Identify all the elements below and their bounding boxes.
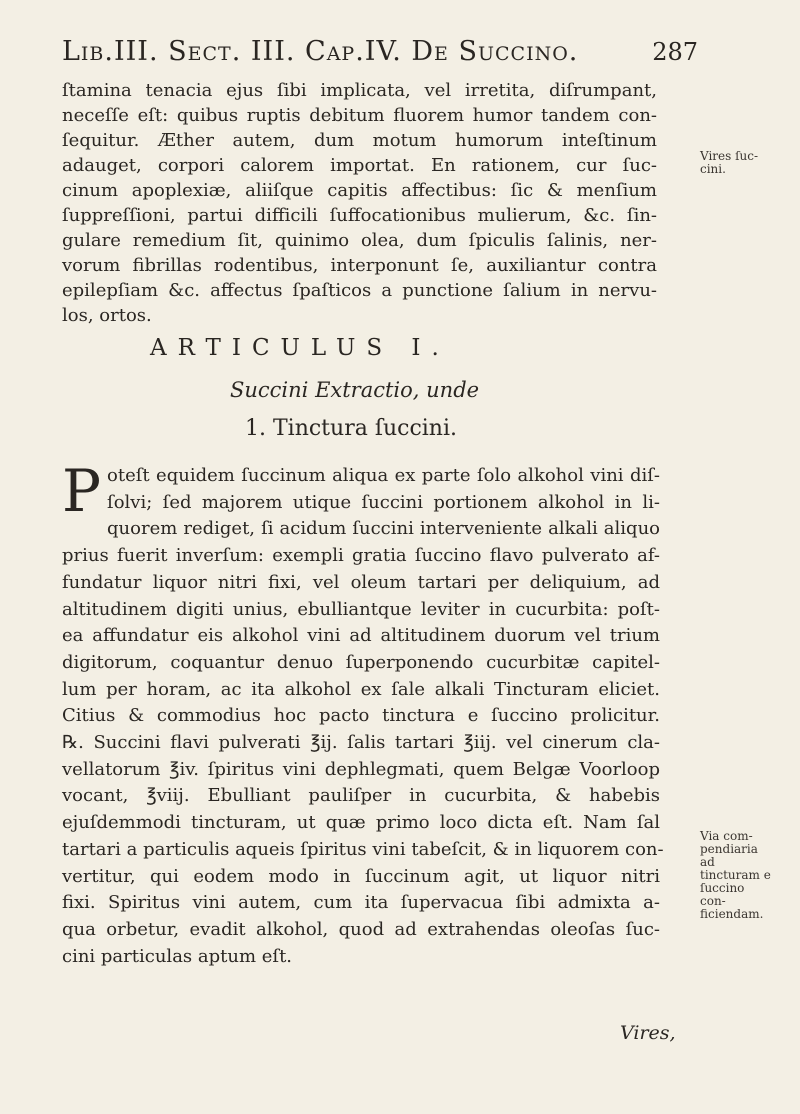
catchword: Vires, bbox=[620, 1022, 676, 1044]
margin-note-vires: Vires ſuc-cini. bbox=[700, 149, 759, 176]
text-line: vertitur, qui eodem modo in ſuccinum agit, ut liquor nitri bbox=[62, 865, 660, 887]
text-line: ea affundatur eis alkohol vini ad altitudinem duorum vel trium bbox=[62, 625, 660, 647]
text-line: fixi. Spiritus vini autem, cum ita ſupervacua ſibi admixta a- bbox=[62, 892, 660, 914]
paragraph-2 bbox=[62, 457, 664, 970]
text-line: Citius & commodius hoc pacto tinctura e ſuccino prolicitur. bbox=[62, 705, 660, 727]
text-line: vorum fibrillas rodentibus, interponunt ſe, auxiliantur contra bbox=[62, 255, 657, 276]
text-line: ſequitur. Æther autem, dum motum humorum inteſtinum bbox=[62, 130, 657, 151]
text-line: prius fuerit inverſum: exempli gratia ſuccino flavo pulverato af- bbox=[62, 545, 660, 567]
text-line: ſuppreſſioni, partui difficili ſuffocationibus mulierum, &c. ſin- bbox=[62, 205, 657, 226]
text-line: epilepſiam &c. affectus ſpaſticos a punctione ſalium in nervu- bbox=[62, 280, 657, 301]
text-line: vocant, ℥viij. Ebulliant pauliſper in cucurbita, & habebis bbox=[62, 785, 660, 807]
text-line: vellatorum ℥iv. ſpiritus vini dephlegmati, quem Belgæ Voorloop bbox=[62, 758, 660, 780]
text-line: ſolvi; ſed majorem utique ſuccini portionem alkohol in li- bbox=[107, 491, 660, 513]
text-line: ejuſdemmodi tincturam, ut quæ primo loco dicta eſt. Nam ſal bbox=[62, 812, 660, 834]
text-line: oteſt equidem ſuccinum aliqua ex parte ſolo alkohol vini diſ- bbox=[107, 465, 660, 486]
page-number: 287 bbox=[652, 38, 698, 66]
text-line: cini particulas aptum eſt. bbox=[62, 945, 293, 967]
article-subtitle: Succini Extractio, unde bbox=[230, 378, 480, 402]
section-heading: 1. Tinctura ſuccini. bbox=[245, 416, 458, 441]
running-title: Lib.III. Sect. III. Cap.IV. De Succino. bbox=[62, 36, 579, 67]
text-line: adauget, corpori calorem importat. En rationem, cur ſuc- bbox=[62, 155, 657, 176]
text-line: lum per horam, ac ita alkohol ex ſale alkali Tincturam eliciet. bbox=[62, 678, 660, 700]
paragraph-1 bbox=[62, 78, 657, 328]
running-header bbox=[62, 36, 698, 70]
text-line: cinum apoplexiæ, aliiſque capitis affectibus: ſic & menſium bbox=[62, 180, 657, 201]
text-line: neceſſe eſt: quibus ruptis debitum fluorem humor tandem con- bbox=[62, 105, 657, 126]
text-line: los, ortos. bbox=[62, 305, 152, 326]
text-line: digitorum, coquantur denuo ſuperponendo cucurbitæ capitel- bbox=[62, 651, 660, 673]
margin-note-via-compendiaria: Via com-pendiaria ad tincturam e ſuccino con-ficiendam. bbox=[700, 829, 771, 921]
text-line: fundatur liquor nitri fixi, vel oleum tartari per deliquium, ad bbox=[62, 571, 660, 593]
text-line: ſtamina tenacia ejus ſibi implicata, vel irretita, diſrumpant, bbox=[62, 80, 657, 101]
text-line: gulare remedium ſit, quinimo olea, dum ſpiculis ſalinis, ner- bbox=[62, 230, 657, 251]
text-line: qua orbetur, evadit alkohol, quod ad extrahendas oleoſas ſuc- bbox=[62, 918, 660, 940]
text-line: altitudinem digiti unius, ebulliantque leviter in cucurbita: poſt- bbox=[62, 598, 660, 620]
text-line: quorem rediget, ſi acidum ſuccini interveniente alkali aliquo bbox=[107, 518, 660, 540]
drop-cap: P bbox=[62, 457, 102, 525]
article-heading: ARTICULUS I. bbox=[150, 335, 450, 361]
text-line: tartari a particulis aqueis ſpiritus vini tabeſcit, & in liquorem con- bbox=[62, 838, 664, 860]
text-line: ℞. Succini flavi pulverati ℥ij. ſalis tartari ℥iij. vel cinerum cla- bbox=[62, 732, 660, 754]
